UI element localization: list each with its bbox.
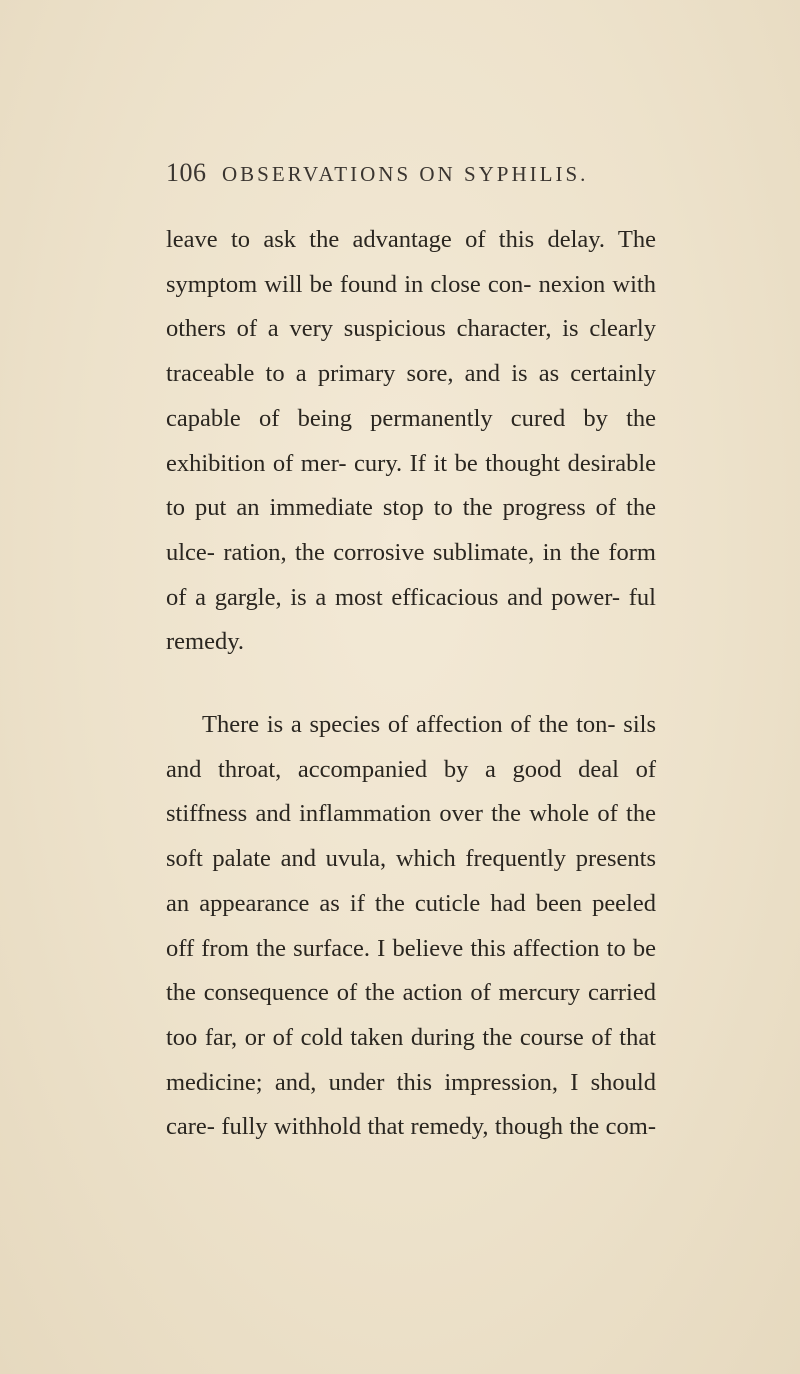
page-number: 106 xyxy=(166,158,207,187)
running-head xyxy=(166,158,666,198)
paragraph-1: leave to ask the advantage of this delay. The symptom will be found in close con- nexion with others of a very suspicious character, is clearly traceable to a primary sore, and is as certainly capable of being permanently cured by the exhibition of mer- cury. If it be thought desirable to put an immediate stop to the progress of the ulce- ration, the corrosive sublimate, in the form of a gargle, is a most efficacious and power- ful remedy. xyxy=(166,226,656,656)
body-text xyxy=(166,218,656,1150)
paragraph-2: There is a species of affection of the ton- sils and throat, accompanied by a good deal of stiffness and inflammation over the whole of the soft palate and uvula, which frequently presents an appearance as if the cuticle had been peeled off from the surface. I believe this affection to be the consequence of the action of mercury carried too far, or of cold taken during the course of that medicine; and, under this impression, I should care- fully withhold that remedy, though the com- xyxy=(166,711,656,1141)
running-title: OBSERVATIONS ON SYPHILIS. xyxy=(222,162,589,186)
